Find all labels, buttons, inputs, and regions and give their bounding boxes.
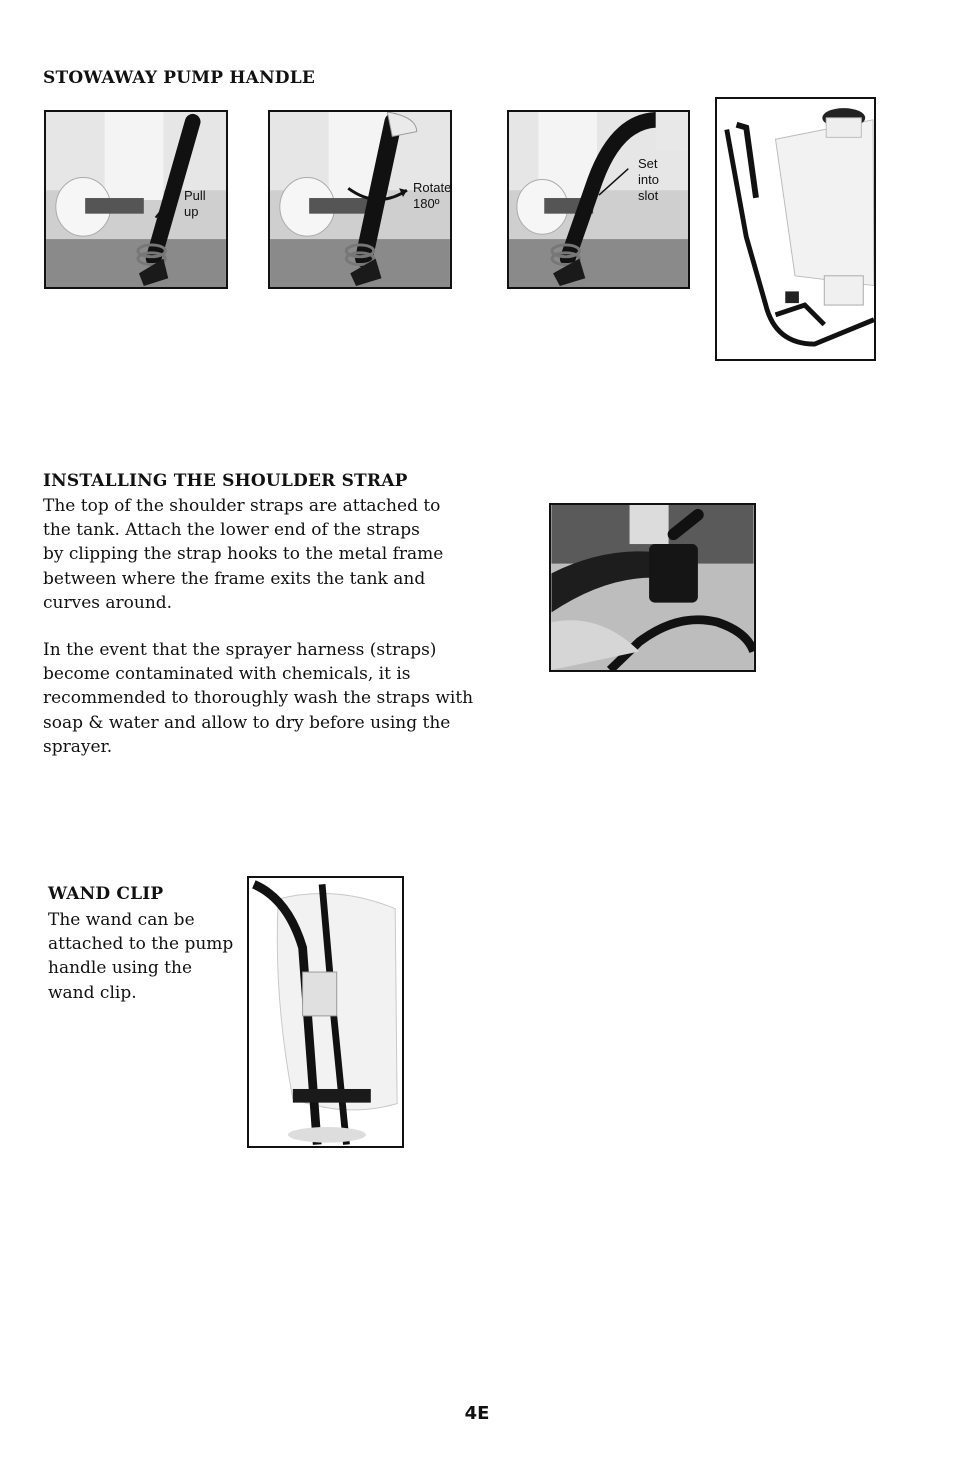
shoulder-strap-heading: INSTALLING THE SHOULDER STRAP (43, 471, 408, 491)
page-number: 4E (464, 1403, 490, 1424)
shoulder-strap-paragraph-1: The top of the shoulder straps are attached to the tank. Attach the lower end of the straps by clipping the strap hooks to the metal frame between where the frame exits the tank and curves around. (43, 496, 444, 613)
shoulder-strap-paragraph-2: In the event that the sprayer harness (straps) become contaminated with chemicals, it is recommended to thoroughly wash the straps with soap & water and allow to dry before using the sprayer. (43, 640, 474, 757)
sprayer-overview-photo (717, 99, 874, 359)
wand-clip-heading: WAND CLIP (48, 884, 164, 904)
stowaway-heading: STOWAWAY PUMP HANDLE (43, 68, 316, 88)
photo-set-into-slot (507, 110, 690, 289)
callout-pull-up: Pull up (184, 188, 206, 219)
callout-set-into-slot: Set into slot (638, 156, 659, 203)
photo-shoulder-strap (549, 503, 756, 672)
callout-rotate: Rotate 180º (413, 180, 452, 211)
wand-clip-paragraph: The wand can be attached to the pump handle using the wand clip. (48, 910, 234, 1003)
photo-sprayer-overview (715, 97, 876, 361)
strap-clip-photo (551, 505, 754, 670)
wand-clip-photo (249, 878, 402, 1146)
photo-wand-clip (247, 876, 404, 1148)
pump-handle-slot-photo (509, 112, 688, 287)
